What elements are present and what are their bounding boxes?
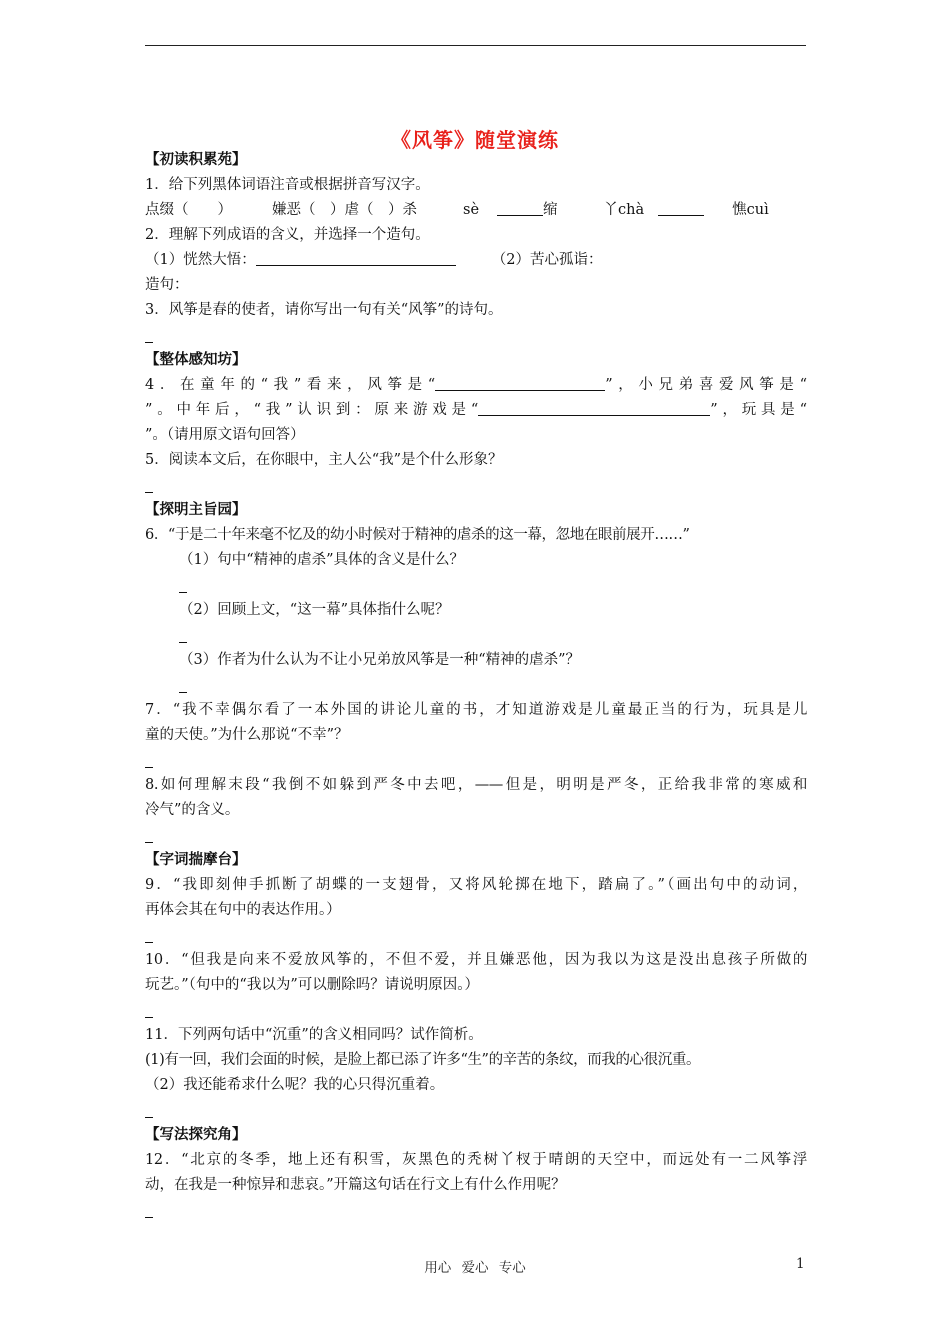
page-number: 1 [796, 1256, 805, 1272]
question-4-line-2: ”。中年后，“我”认识到：原来游戏是“ ”，玩具是“ [145, 402, 807, 418]
question-11-sentence-2: （2）我还能希求什么呢？我的心只得沉重着。 [145, 1077, 445, 1093]
worksheet-body [145, 148, 807, 1223]
question-2-sentence: 造句： [145, 277, 189, 293]
question-2: 2．理解下列成语的含义，并选择一个造句。 [145, 227, 430, 243]
question-9-line-2: 再体会其在句中的表达作用。） [145, 902, 341, 918]
question-8-line-2: 冷气”的含义。 [145, 802, 240, 818]
item-yacha: 丫chà [603, 202, 645, 218]
question-7-line-1: 7．“我不幸偶尔看了一本外国的讲论儿童的书，才知道游戏是儿童最正当的行为，玩具是儿 [145, 702, 807, 718]
item-xianwu-nuesha: 嫌恶（ ）虐（ ）杀 [272, 202, 417, 218]
answer-blank[interactable] [658, 201, 704, 216]
item-suo: 缩 [543, 202, 558, 218]
document-title: 《风筝》随堂演练 [391, 128, 559, 152]
answer-line[interactable] [145, 623, 807, 648]
answer-blank[interactable] [497, 201, 543, 216]
question-12-line-1: 12．“北京的冬季，地上还有积雪，灰黑色的秃树丫杈于晴朗的天空中，而远处有一二风筝浮 [145, 1152, 807, 1168]
question-10-line-2: 玩艺。”（句中的“我以为”可以删除吗？请说明原因。） [145, 977, 479, 993]
item-dianzhui: 点缀（ ） [145, 202, 232, 218]
answer-blank[interactable] [256, 251, 456, 266]
answer-blank[interactable] [478, 401, 710, 416]
question-12-line-2: 动，在我是一种惊异和悲哀。”开篇这句话在行文上有什么作用呢？ [145, 1177, 566, 1193]
question-7-line-2: 童的天使。”为什么那说“不幸”？ [145, 727, 349, 743]
question-1: 1．给下列黑体词语注音或根据拼音写汉字。 [145, 177, 430, 193]
answer-line[interactable] [145, 923, 807, 948]
question-6-3: （3）作者为什么认为不让小兄弟放风筝是一种“精神的虐杀”？ [179, 652, 581, 668]
idiom-2: （2）苦心孤诣： [491, 252, 603, 268]
item-qiaocui: 憔cuì [732, 202, 769, 218]
answer-line[interactable] [145, 823, 807, 848]
answer-line[interactable] [145, 1198, 807, 1223]
question-6: 6．“于是二十年来毫不忆及的幼小时候对于精神的虐杀的这一幕，忽地在眼前展开……” [145, 527, 690, 543]
question-11: 11．下列两句话中“沉重”的含义相同吗？试作简析。 [145, 1027, 483, 1043]
answer-line[interactable] [145, 323, 807, 348]
question-10-line-1: 10．“但我是向来不爱放风筝的，不但不爱，并且嫌恶他，因为我以为这是没出息孩子所做的 [145, 952, 807, 968]
answer-line[interactable] [145, 573, 807, 598]
idiom-1: （1）恍然大悟： [145, 252, 256, 268]
answer-line[interactable] [145, 1098, 807, 1123]
section-heading-5: 【写法探究角】 [145, 1127, 247, 1143]
question-9-line-1: 9．“我即刻伸手抓断了胡蝶的一支翅骨，又将风轮掷在地下，踏扁了。”（画出句中的动词， [145, 877, 807, 893]
question-5: 5．阅读本文后，在你眼中，主人公“我”是个什么形象？ [145, 452, 503, 468]
answer-line[interactable] [145, 473, 807, 498]
answer-line[interactable] [145, 998, 807, 1023]
question-4-line-3: ”。（请用原文语句回答） [145, 427, 305, 443]
question-8-line-1: 8.如何理解末段“我倒不如躲到严冬中去吧，——但是，明明是严冬，正给我非常的寒威和 [145, 777, 807, 793]
answer-line[interactable] [145, 673, 807, 698]
section-heading-1: 【初读积累苑】 [145, 152, 247, 168]
question-1-items [145, 198, 807, 223]
item-se: sè [463, 202, 480, 218]
question-4-line-1: 4．在童年的“我”看来，风筝是“ ”，小兄弟喜爱风筝是“ [145, 377, 807, 393]
section-heading-4: 【字词揣摩台】 [145, 852, 247, 868]
section-heading-3: 【探明主旨园】 [145, 502, 247, 518]
question-11-sentence-1: (1)有一回，我们会面的时候，是脸上都已添了许多“生”的辛苦的条纹，而我的心很沉重。 [145, 1052, 701, 1068]
answer-line[interactable] [145, 748, 807, 773]
question-3: 3．风筝是春的使者，请你写出一句有关“风筝”的诗句。 [145, 302, 503, 318]
question-6-1: （1）句中“精神的虐杀”具体的含义是什么？ [179, 552, 465, 568]
header-rule [145, 45, 806, 46]
question-6-2: （2）回顾上文，“这一幕”具体指什么呢？ [179, 602, 450, 618]
page-footer: 用心 爱心 专心 [424, 1260, 526, 1276]
question-2-idioms [145, 248, 807, 273]
answer-blank[interactable] [435, 376, 605, 391]
section-heading-2: 【整体感知坊】 [145, 352, 247, 368]
